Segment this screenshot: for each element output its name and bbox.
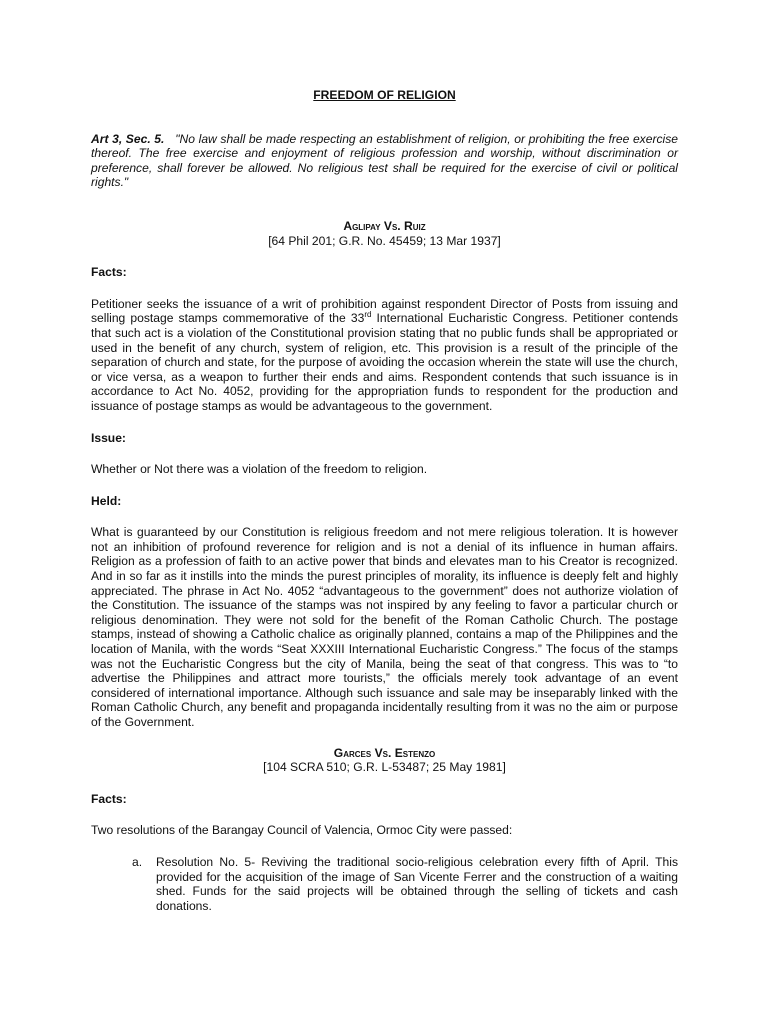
case1-held-label: Held: bbox=[91, 493, 122, 508]
document-title: FREEDOM OF RELIGION bbox=[313, 88, 456, 102]
case1-facts-superscript: rd bbox=[364, 310, 372, 320]
case1-held: What is guaranteed by our Constitution is religious freedom and not mere religious toleration. It is however not an inhibition of profound reverence for religion and is not a denial of its influence in human affairs. Religion as a profession of faith to an active power that binds and elevates man to his Creator is recognized. And in so far as it instills into the minds the purest principles of morality, its influence is deeply felt and highly appreciated. The phrase in Act No. 4052 “advantageous to the government” does not authorize violation of the Constitution. The issuance of the stamps was not inspired by any feeling to favor a particular church or religious denomination. They were not sold for the benefit of the Roman Catholic Church. The postage stamps, instead of showing a Catholic chalice as originally planned, contains a map of the Philippines and the location of Manila, with the words “Seat XXXIII International Eucharistic Congress.” The focus of the stamps was not the Eucharistic Congress but the city of Manila, being the seat of that congress. This was to “to advertise the Philippines and attract more tourists,” the officials merely took advantage of an event considered of international importance. Although such issuance and sale may be inseparably linked with the Roman Catholic Church, any benefit and propaganda incidentally resulting from it was no the aim or purpose of the Government. bbox=[91, 525, 678, 729]
case2-heading bbox=[91, 746, 678, 775]
case2-citation: [104 SCRA 510; G.R. L-53487; 25 May 1981] bbox=[263, 760, 506, 775]
case1-facts-text: Petitioner seeks the issuance of a writ of prohibition against respondent Director of Posts from issuing and selling postage stamps commemorative of the 33 bbox=[91, 296, 678, 326]
case2-list-item bbox=[91, 855, 678, 913]
list-item-text: Resolution No. 5- Reviving the traditional socio-religious celebration every fifth of April. This provided for the acquisition of the image of San Vicente Ferrer and the construction of a waiting shed. Funds for the said projects will be obtained through the selling of tickets and cash donations. bbox=[156, 854, 678, 913]
case1-issue: Whether or Not there was a violation of the freedom to religion. bbox=[91, 462, 428, 477]
case2-facts-label: Facts: bbox=[91, 791, 127, 806]
case1-name: Aglipay Vs. Ruiz bbox=[343, 218, 426, 233]
article-label: Art 3, Sec. 5. bbox=[91, 131, 165, 146]
article-text: "No law shall be made respecting an establishment of religion, or prohibiting the free exercise thereof. The free exercise and enjoyment of religious profession and worship, without discrimination or preference, shall forever be allowed. No religious test shall be required for the exercise of civil or political rights." bbox=[91, 131, 678, 190]
case1-facts bbox=[91, 297, 678, 414]
case2-facts: Two resolutions of the Barangay Council of Valencia, Ormoc City were passed: bbox=[91, 823, 513, 838]
case1-facts-text-continued: International Eucharistic Congress. Petitioner contends that such act is a violation of the Constitutional provision stating that no public funds shall be appropriated or used in the benefit of any church, system of religion, etc. This provision is a result of the principle of the separation of church and state, for the purpose of avoiding the occasion wherein the state will use the church, or vice versa, as a weapon to further their ends and aims. Respondent contends that such issuance is in accordance to Act No. 4052, providing for the appropriation funds to respondent for the production and issuance of postage stamps as would be advantageous to the government. bbox=[91, 311, 678, 413]
case1-facts-label: Facts: bbox=[91, 265, 127, 280]
case1-issue-label: Issue: bbox=[91, 430, 126, 445]
list-item-marker: a. bbox=[132, 854, 143, 869]
constitution-article bbox=[91, 132, 678, 190]
case2-name: Garces Vs. Estenzo bbox=[333, 745, 436, 760]
case1-heading bbox=[91, 219, 678, 248]
case1-citation: [64 Phil 201; G.R. No. 45459; 13 Mar 1937] bbox=[268, 233, 501, 248]
